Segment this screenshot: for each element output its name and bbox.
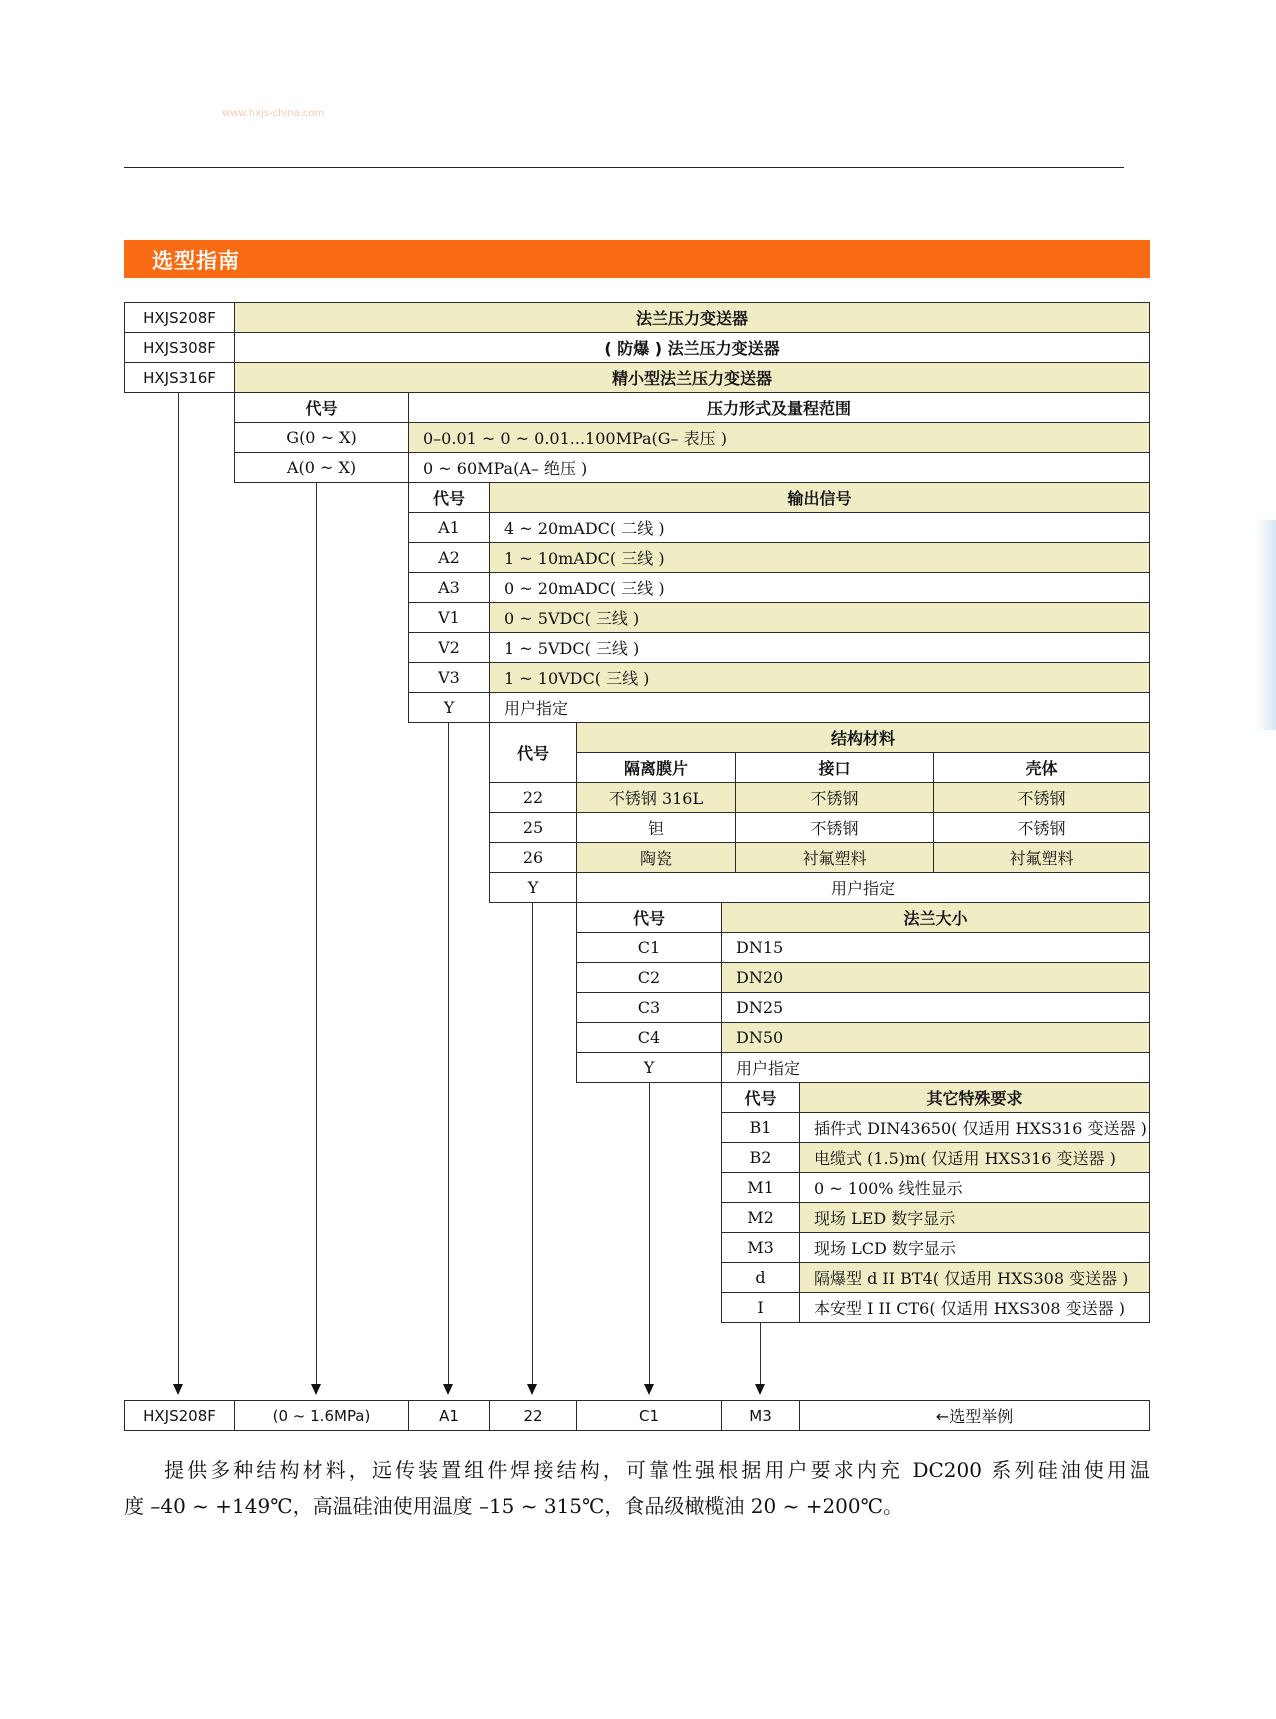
special-desc: 电缆式 (1.5)m( 仅适用 HXS316 变送器 ) [799,1142,1150,1173]
special-code-header: 代号 [721,1082,800,1113]
arrow-down-icon [173,1384,183,1395]
pressure-code: A(0 ~ X) [234,452,409,483]
model-code: HXJS316F [124,362,235,393]
example-label: ←选型举例 [799,1400,1150,1431]
arrow-down-icon [311,1384,321,1395]
special-title: 其它特殊要求 [799,1082,1150,1113]
special-desc: 现场 LED 数字显示 [799,1202,1150,1233]
special-code: M3 [721,1232,800,1263]
material-cell: 陶瓷 [576,842,736,873]
special-desc: 插件式 DIN43650( 仅适用 HXS316 变送器 ) [799,1112,1150,1143]
special-code: B2 [721,1142,800,1173]
example-cell-special: M3 [721,1400,800,1431]
pressure-code-header: 代号 [234,392,409,423]
output-desc: 1 ~ 10mADC( 三线 ) [489,542,1150,573]
model-name: 法兰压力变送器 [234,302,1150,333]
flange-desc: DN50 [721,1022,1150,1053]
material-cell: 不锈钢 316L [576,782,736,813]
model-code: HXJS308F [124,332,235,363]
output-code: A3 [408,572,490,603]
material-cell: 不锈钢 [933,782,1150,813]
page-edge-decoration [1256,520,1276,730]
material-cell: 钽 [576,812,736,843]
material-cell: 衬氟塑料 [735,842,934,873]
arrow-down-icon [443,1384,453,1395]
flange-code: C4 [576,1022,722,1053]
example-cell-output: A1 [408,1400,490,1431]
output-title: 输出信号 [489,482,1150,513]
connector-line [178,393,179,1386]
output-code: V2 [408,632,490,663]
flange-code: C1 [576,932,722,963]
flange-desc: DN25 [721,992,1150,1023]
special-code: B1 [721,1112,800,1143]
flange-code: Y [576,1052,722,1083]
description-line: 提供多种结构材料，远传装置组件焊接结构，可靠性强根据用户要求内充 DC200 系列硅油使用温 [164,1458,1150,1482]
section-banner [124,240,1150,278]
output-code-header: 代号 [408,482,490,513]
model-code: HXJS208F [124,302,235,333]
output-desc: 1 ~ 10VDC( 三线 ) [489,662,1150,693]
material-code: 26 [489,842,577,873]
flange-desc: 用户指定 [721,1052,1150,1083]
example-cell-model: HXJS208F [124,1400,235,1431]
section-title: 选型指南 [152,249,240,273]
connector-line [448,723,449,1386]
output-code: Y [408,692,490,723]
header-divider [124,167,1124,168]
special-code: M2 [721,1202,800,1233]
description-paragraph [124,1452,1150,1524]
material-cell: 衬氟塑料 [933,842,1150,873]
output-desc: 用户指定 [489,692,1150,723]
special-desc: 0 ~ 100% 线性显示 [799,1172,1150,1203]
arrow-down-icon [755,1384,765,1395]
connector-line [649,1083,650,1386]
connector-line [532,903,533,1386]
material-col-header: 隔离膜片 [576,752,736,783]
output-desc: 4 ~ 20mADC( 二线 ) [489,512,1150,543]
special-code: M1 [721,1172,800,1203]
description-line: 度 –40 ~ +149℃，高温硅油使用温度 –15 ~ 315℃，食品级橄榄油 20 ~ +200℃。 [124,1494,903,1518]
arrow-down-icon [527,1384,537,1395]
flange-desc: DN15 [721,932,1150,963]
special-code: d [721,1262,800,1293]
arrow-down-icon [644,1384,654,1395]
material-col-header: 壳体 [933,752,1150,783]
material-title: 结构材料 [576,722,1150,753]
connector-line [316,483,317,1386]
material-cell: 不锈钢 [735,812,934,843]
pressure-code: G(0 ~ X) [234,422,409,453]
connector-line [760,1323,761,1386]
material-code: 22 [489,782,577,813]
output-code: A1 [408,512,490,543]
model-name: 精小型法兰压力变送器 [234,362,1150,393]
output-desc: 1 ~ 5VDC( 三线 ) [489,632,1150,663]
model-name: ( 防爆 ) 法兰压力变送器 [234,332,1150,363]
output-code: V1 [408,602,490,633]
flange-title: 法兰大小 [721,902,1150,933]
material-code: 25 [489,812,577,843]
output-desc: 0 ~ 20mADC( 三线 ) [489,572,1150,603]
example-cell-material: 22 [489,1400,577,1431]
example-cell-range: (0 ~ 1.6MPa) [234,1400,409,1431]
special-desc: 隔爆型 d II BT4( 仅适用 HXS308 变送器 ) [799,1262,1150,1293]
output-desc: 0 ~ 5VDC( 三线 ) [489,602,1150,633]
material-code: Y [489,872,577,903]
header-faint-url: www.hxjs-china.com [222,108,325,119]
flange-desc: DN20 [721,962,1150,993]
example-cell-flange: C1 [576,1400,722,1431]
special-desc: 现场 LCD 数字显示 [799,1232,1150,1263]
pressure-desc: 0–0.01 ~ 0 ~ 0.01...100MPa(G– 表压 ) [408,422,1150,453]
flange-code: C3 [576,992,722,1023]
flange-code: C2 [576,962,722,993]
material-user-desc: 用户指定 [576,872,1150,903]
special-desc: 本安型 I II CT6( 仅适用 HXS308 变送器 ) [799,1292,1150,1323]
output-code: V3 [408,662,490,693]
material-code-header: 代号 [489,722,577,783]
material-cell: 不锈钢 [933,812,1150,843]
output-code: A2 [408,542,490,573]
material-col-header: 接口 [735,752,934,783]
special-code: I [721,1292,800,1323]
flange-code-header: 代号 [576,902,722,933]
pressure-title: 压力形式及量程范围 [408,392,1150,423]
pressure-desc: 0 ~ 60MPa(A– 绝压 ) [408,452,1150,483]
material-cell: 不锈钢 [735,782,934,813]
